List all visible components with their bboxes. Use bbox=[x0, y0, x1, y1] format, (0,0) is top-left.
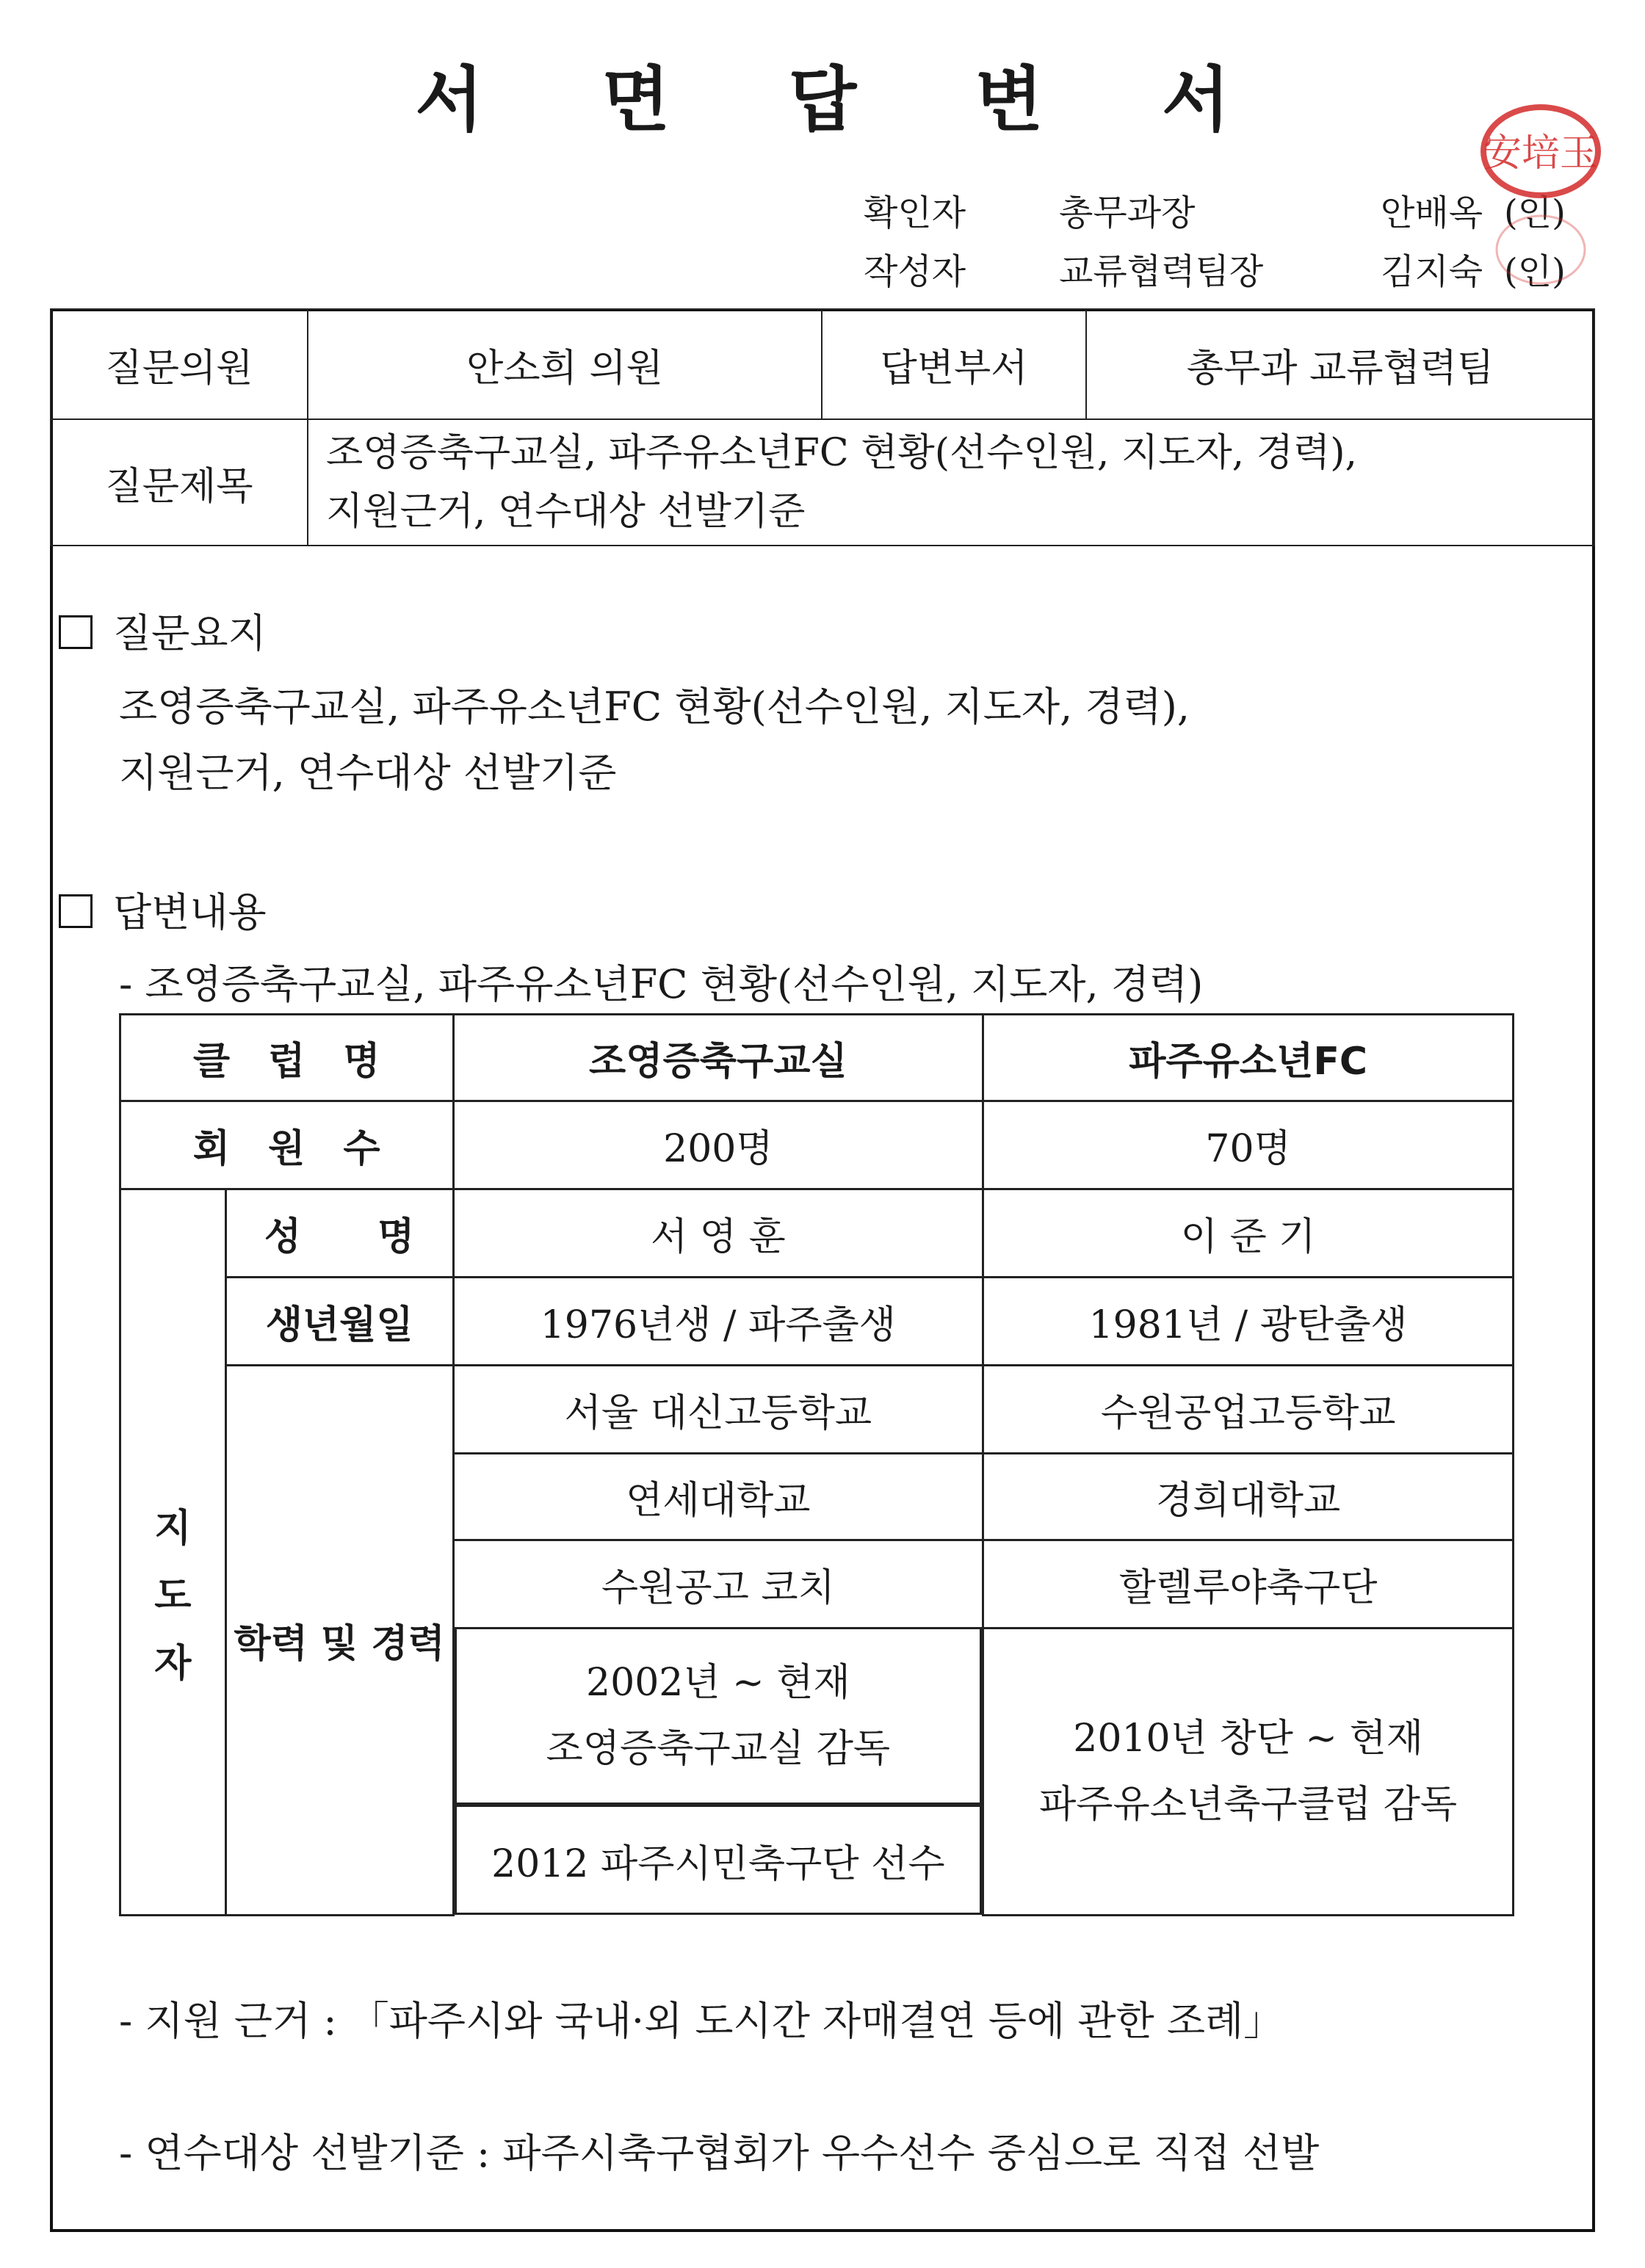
signature-block bbox=[0, 0, 1645, 308]
question-member-label: 질문의원 bbox=[51, 309, 308, 419]
header-coach: 지 도 자 bbox=[120, 1189, 226, 1916]
question-title-value bbox=[308, 419, 1594, 546]
header-club-name: 클 럽 명 bbox=[120, 1015, 454, 1101]
header-birth: 생년월일 bbox=[225, 1278, 453, 1366]
confirmer-seal: (인) bbox=[1504, 192, 1566, 233]
writer-seal: (인) bbox=[1504, 251, 1566, 292]
answer-heading bbox=[59, 881, 267, 938]
question-title-line: 지원근거, 연수대상 선발기준 bbox=[326, 490, 806, 534]
club-table bbox=[119, 1013, 1514, 1916]
coach-a-name: 서 영 훈 bbox=[453, 1189, 983, 1278]
document-title: 서 면 답 변 서 bbox=[415, 59, 1277, 141]
coach-b-career: 경희대학교 bbox=[983, 1454, 1514, 1540]
coach-a-birth: 1976년생 / 파주출생 bbox=[453, 1278, 983, 1366]
answer-dept-value: 총무과 교류협력팀 bbox=[1086, 309, 1594, 419]
summary-heading-text: 질문요지 bbox=[113, 610, 267, 656]
answer-heading-text: 답변내용 bbox=[113, 889, 267, 935]
coach-b-career: 2010년 창단 ~ 현재 bbox=[1073, 1716, 1423, 1761]
club-a-members: 200명 bbox=[453, 1101, 983, 1189]
coach-a-career: 연세대학교 bbox=[453, 1454, 983, 1540]
summary-heading bbox=[59, 602, 267, 659]
coach-a-career: 2012 파주시민축구단 선수 bbox=[455, 1805, 983, 1915]
confirmer-role: 확인자 bbox=[864, 192, 966, 233]
writer-role: 작성자 bbox=[864, 251, 966, 292]
coach-a-career-cell bbox=[455, 1629, 983, 1805]
stamp-text: 安培玉 bbox=[1483, 131, 1599, 175]
header-career: 학력 및 경력 bbox=[225, 1366, 453, 1916]
coach-b-career-cell bbox=[983, 1628, 1514, 1916]
selection-criteria-note: - 연수대상 선발기준 : 파주시축구협회가 우수선수 중심으로 직접 선발 bbox=[119, 2130, 1320, 2176]
summary-line: 조영증축구교실, 파주유소년FC 현황(선수인원, 지도자, 경력), bbox=[119, 684, 1190, 730]
coach-b-career: 파주유소년축구클럽 감독 bbox=[1039, 1782, 1458, 1827]
writer-position: 교류협력팀장 bbox=[1059, 251, 1264, 292]
header-members: 회 원 수 bbox=[120, 1101, 454, 1189]
club-a-name: 조영증축구교실 bbox=[453, 1015, 983, 1101]
coach-a-career: 2002년 ~ 현재 bbox=[586, 1661, 850, 1705]
header-table bbox=[50, 308, 1595, 546]
checkbox-square-icon bbox=[59, 894, 93, 928]
coach-b-career: 할렐루야축구단 bbox=[983, 1540, 1514, 1628]
question-title-line: 조영증축구교실, 파주유소년FC 현황(선수인원, 지도자, 경력), bbox=[326, 431, 1358, 475]
coach-b-birth: 1981년 / 광탄출생 bbox=[983, 1278, 1514, 1366]
club-b-name: 파주유소년FC bbox=[983, 1015, 1514, 1101]
coach-a-career: 수원공고 코치 bbox=[453, 1540, 983, 1628]
header-coach-name: 성 명 bbox=[225, 1189, 453, 1278]
confirmer-name: 안배옥 bbox=[1381, 192, 1483, 233]
coach-a-career: 서울 대신고등학교 bbox=[453, 1366, 983, 1454]
question-member-value: 안소희 의원 bbox=[308, 309, 822, 419]
answer-dept-label: 답변부서 bbox=[822, 309, 1086, 419]
support-basis-note: - 지원 근거 : 「파주시와 국내·외 도시간 자매결연 등에 관한 조례」 bbox=[119, 1998, 1284, 2044]
summary-line: 지원근거, 연수대상 선발기준 bbox=[119, 750, 617, 796]
red-seal-stamp-icon bbox=[1476, 103, 1605, 294]
coach-b-career: 수원공업고등학교 bbox=[983, 1366, 1514, 1454]
coach-b-name: 이 준 기 bbox=[983, 1189, 1514, 1278]
question-title-label: 질문제목 bbox=[51, 419, 308, 546]
writer-name: 김지숙 bbox=[1381, 251, 1483, 292]
coach-a-career-group bbox=[453, 1628, 983, 1916]
club-b-members: 70명 bbox=[983, 1101, 1514, 1189]
answer-subheading: - 조영증축구교실, 파주유소년FC 현황(선수인원, 지도자, 경력) bbox=[119, 961, 1204, 1007]
confirmer-position: 총무과장 bbox=[1059, 192, 1196, 233]
coach-a-career: 조영증축구교실 감독 bbox=[546, 1727, 891, 1771]
checkbox-square-icon bbox=[59, 615, 93, 649]
